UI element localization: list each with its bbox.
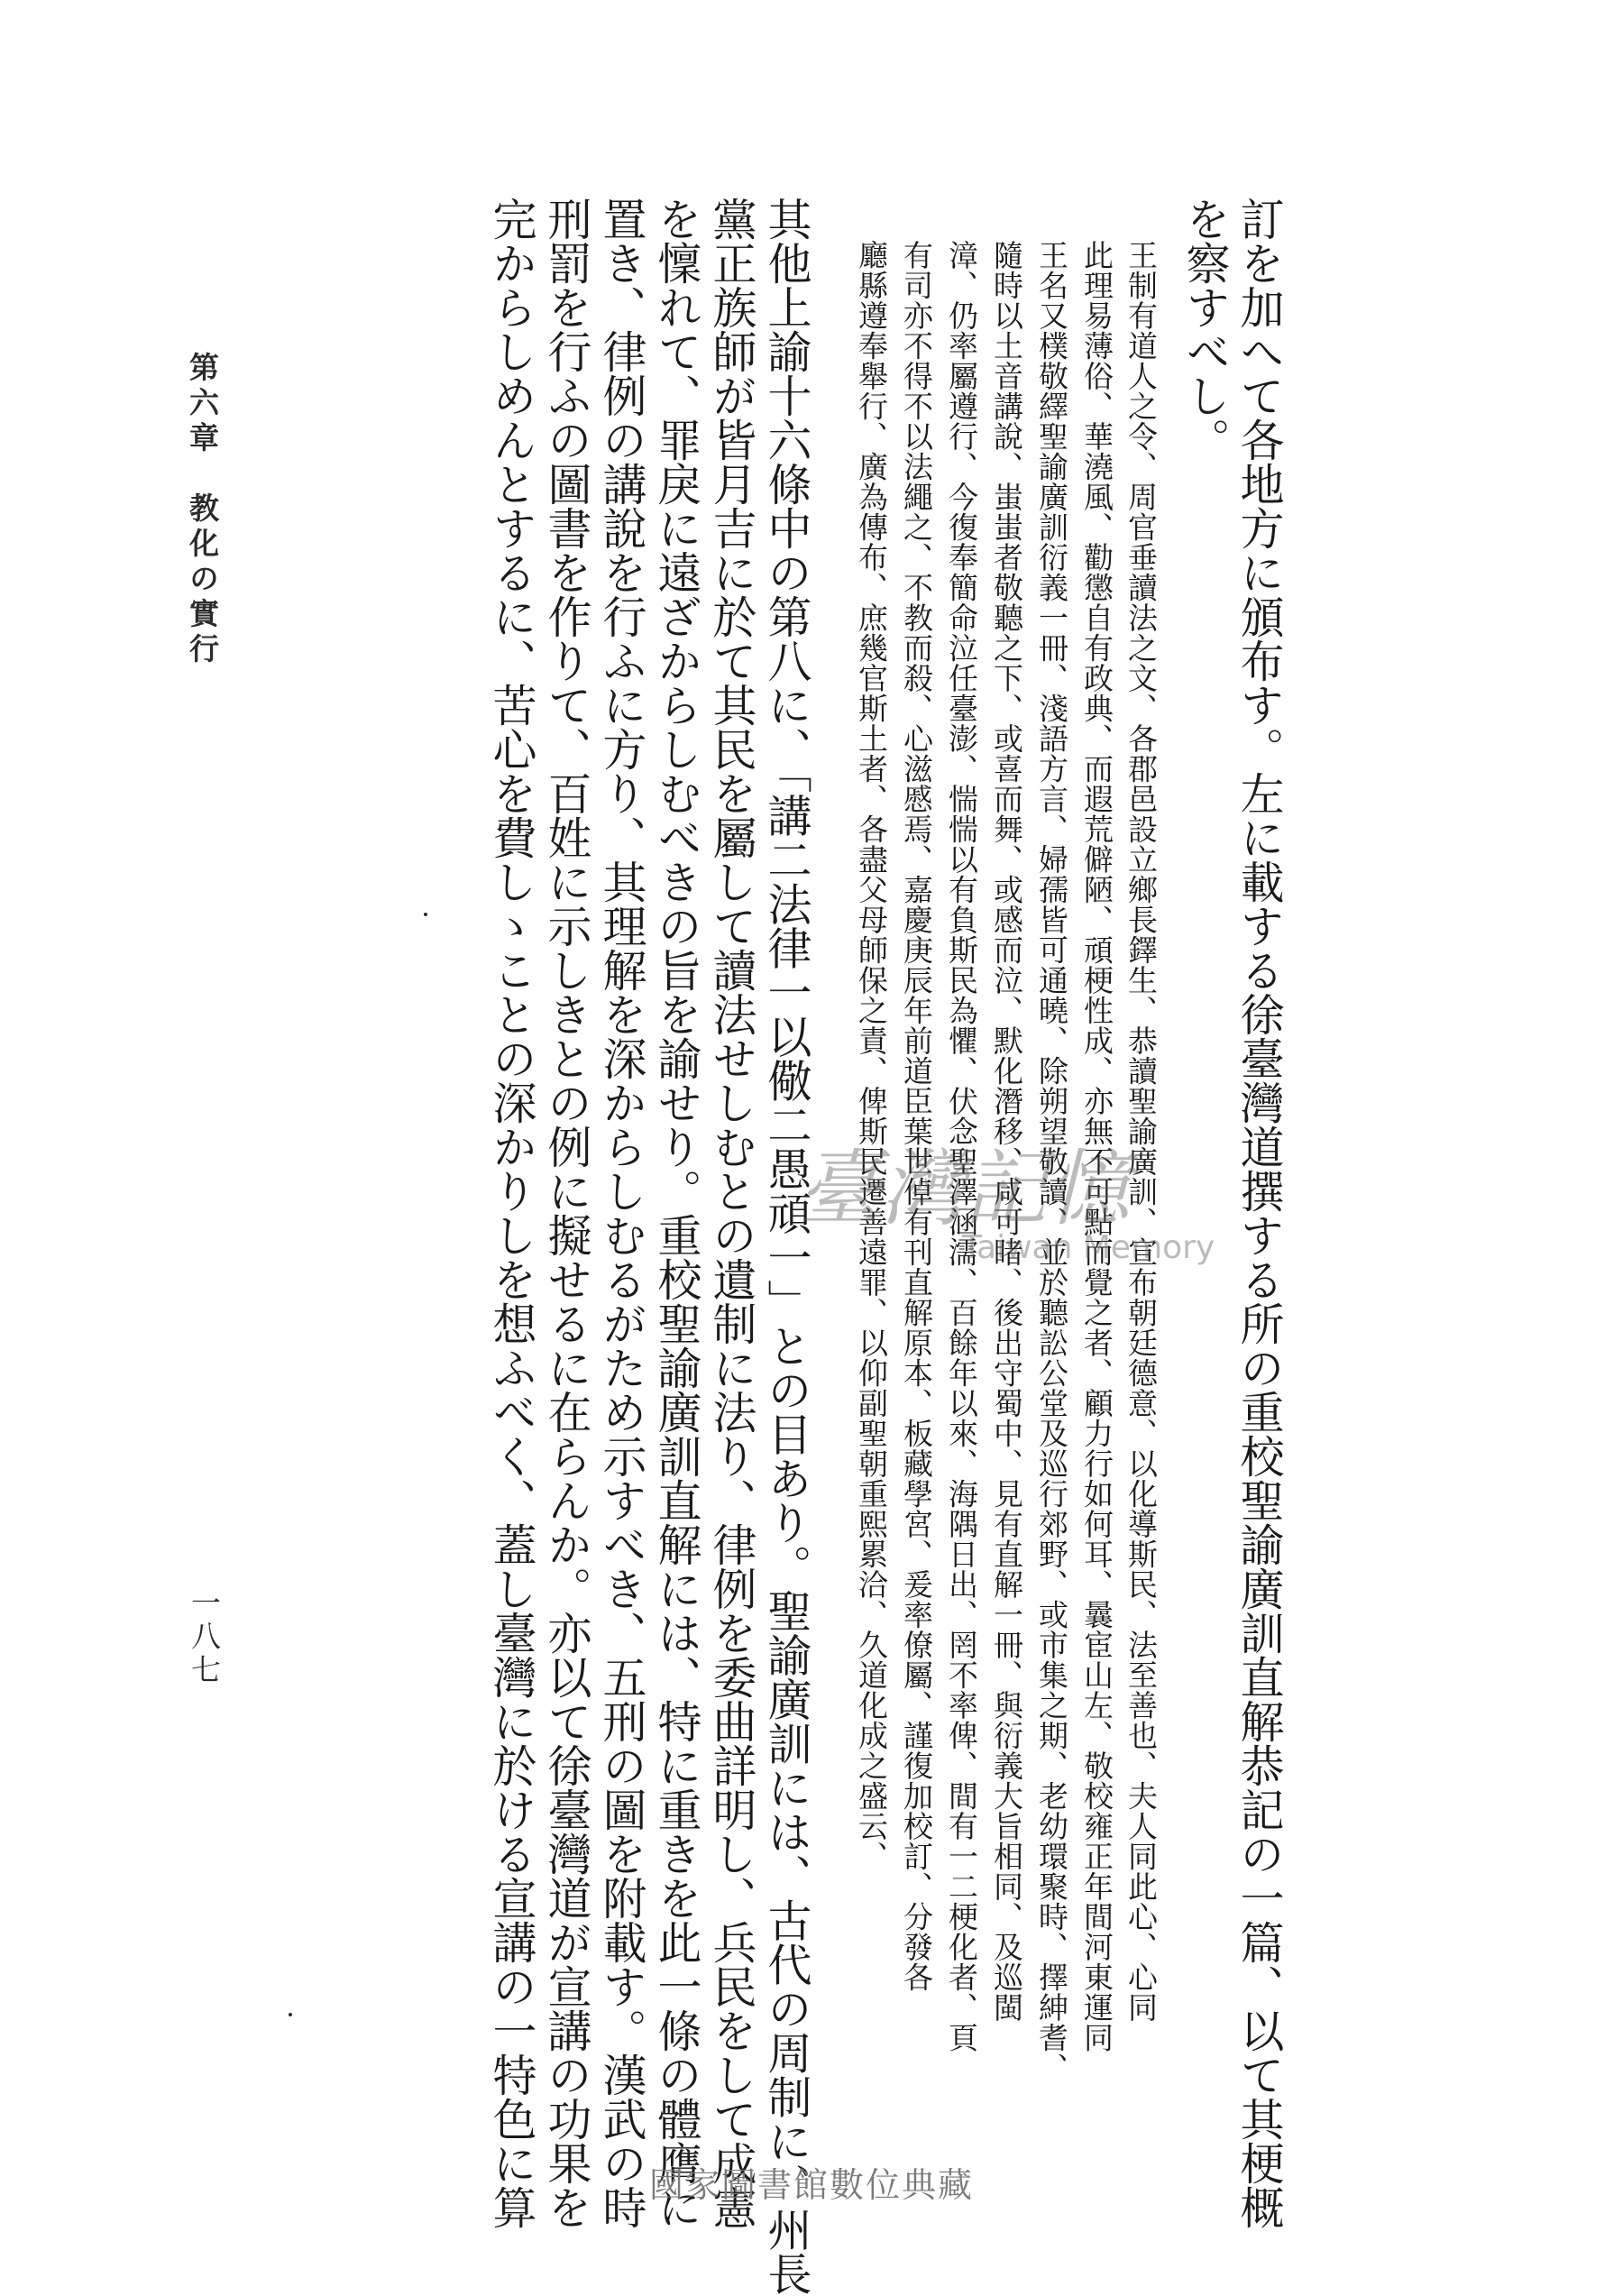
text-column: 其他上諭十六條中の第八に、「講二法律一以儆二愚頑一」との目あり。聖諭廣訓には、古代の周制に、州長	[761, 197, 812, 2296]
scan-speck	[424, 913, 427, 916]
scan-speck	[289, 2013, 292, 2016]
quoted-column: 漳、仍率屬遵行、今復奉簡命泣任臺澎、惴惴以有負斯民為懼、伏念聖澤涵濡、百餘年以來、海隅日出、罔不率俾、間有一二梗化者、頁	[944, 240, 979, 2053]
text-column: 刑罰を行ふの圖書を作りて、百姓に示しきとの例に擬せるに在らんか。亦以て徐臺灣道が宣講の功果を	[541, 197, 592, 2229]
quoted-column: 王制有道人之令、周官垂讀法之文、各郡邑設立鄉長鐸生、恭讀聖諭廣訓、宣布朝廷德意、以化導斯民、法至善也、夫人同此心、心同	[1123, 240, 1159, 2023]
running-head: 第六章 教化の實行	[185, 352, 220, 668]
archive-footer: 國家圖書館數位典藏	[648, 2165, 974, 2205]
quoted-column: 廳縣遵奉舉行、廣為傳布、庶幾官斯土者、各盡父母師保之責、俾斯民遷善遠罪、以仰副聖朝重熙累洽、久道化成之盛云、	[854, 240, 889, 1871]
quoted-column: 有司亦不得不以法繩之、不教而殺、心滋慼焉、嘉慶庚辰年前道臣葉世倬有刊直解原本、板藏學宮、爰率僚屬、謹復加校訂、分發各	[899, 240, 934, 1992]
text-column: を察すべし。	[1179, 197, 1231, 462]
text-column: を懍れて、罪戾に遠ざからしむべきの旨を諭せり。重校聖諭廣訓直解には、特に重きを此一條の體膺に	[651, 197, 702, 2229]
text-column: 置き、律例の講說を行ふに方り、其理解を深からしむるがため示すべき、五刑の圖を附載す。漢武の時	[596, 197, 647, 2229]
quoted-column: 此理易薄俗、華澆風、勸懲自有政典、而遐荒僻陋、頑梗性成、亦無不可點而覺之者、顧力行如何耳、曩宦山左、敬校雍正年間河東運同	[1079, 240, 1114, 2053]
text-column: 黨正族師が皆月吉に於て其民を屬して讀法せしむとの遺制に法り、律例を委曲詳明し、兵民をして成憲	[706, 197, 757, 2229]
quoted-column: 隨時以土音講說、蚩蚩者敬聽之下、或喜而舞、或感而泣、默化潛移、咸可睹、後出守蜀中、見有直解一冊、與衍義大旨相同、及巡閩	[989, 240, 1024, 2023]
watermark-subtitle: Taiwan Memory	[962, 1229, 1215, 1266]
text-column: 訂を加へて各地方に頒布す。左に載する徐臺灣道撰する所の重校聖諭廣訓直解恭記の一篇、以て其梗概	[1233, 197, 1285, 2229]
page-number: 一八七	[187, 1587, 222, 1687]
quoted-column: 王名又樸敬繹聖諭廣訓衍義一冊、淺語方言、婦孺皆可通曉、除朔望敬讀、並於聽訟公堂及巡行郊野、或市集之期、老幼環聚時、擇紳耆、	[1034, 240, 1069, 2083]
text-column: 完からしめんとするに、苦心を費しゝことの深かりしを想ふべく、蓋し臺灣に於ける宣講の一特色に算	[486, 197, 537, 2229]
watermark-title: 臺灣記憶	[798, 1141, 1131, 1237]
